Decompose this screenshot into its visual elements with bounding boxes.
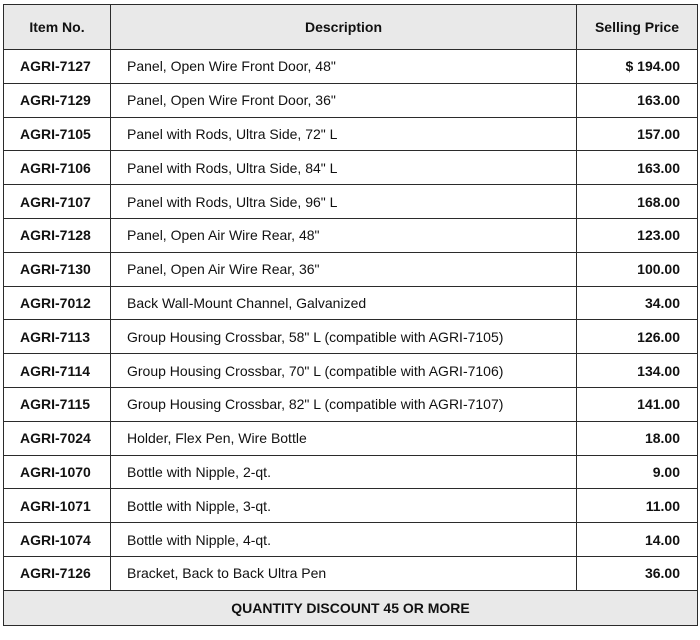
- description-cell: Group Housing Crossbar, 70" L (compatible with AGRI-7106): [111, 354, 577, 388]
- price-table: [3, 4, 698, 626]
- price-cell: 134.00: [577, 354, 698, 388]
- item-number-cell: AGRI-7129: [4, 83, 111, 117]
- table-row: [4, 286, 698, 320]
- table-row: [4, 354, 698, 388]
- description-cell: Bottle with Nipple, 2-qt.: [111, 455, 577, 489]
- item-number-cell: AGRI-7115: [4, 387, 111, 421]
- table-row: [4, 151, 698, 185]
- table-row: [4, 556, 698, 590]
- description-cell: Holder, Flex Pen, Wire Bottle: [111, 421, 577, 455]
- item-number-cell: AGRI-7012: [4, 286, 111, 320]
- header-item-no: Item No.: [4, 5, 111, 50]
- table-row: [4, 523, 698, 557]
- price-cell: 100.00: [577, 252, 698, 286]
- table-body: [4, 50, 698, 591]
- description-cell: Panel with Rods, Ultra Side, 84" L: [111, 151, 577, 185]
- table-row: [4, 320, 698, 354]
- quantity-discount-note: QUANTITY DISCOUNT 45 OR MORE: [4, 590, 698, 625]
- item-number-cell: AGRI-1074: [4, 523, 111, 557]
- price-list: [3, 4, 697, 626]
- item-number-cell: AGRI-7130: [4, 252, 111, 286]
- price-cell: 34.00: [577, 286, 698, 320]
- description-cell: Panel with Rods, Ultra Side, 72" L: [111, 117, 577, 151]
- description-cell: Panel, Open Air Wire Rear, 48": [111, 218, 577, 252]
- item-number-cell: AGRI-7114: [4, 354, 111, 388]
- description-cell: Panel with Rods, Ultra Side, 96" L: [111, 185, 577, 219]
- price-cell: 18.00: [577, 421, 698, 455]
- item-number-cell: AGRI-7128: [4, 218, 111, 252]
- description-cell: Group Housing Crossbar, 82" L (compatible with AGRI-7107): [111, 387, 577, 421]
- description-cell: Group Housing Crossbar, 58" L (compatible with AGRI-7105): [111, 320, 577, 354]
- price-cell: 168.00: [577, 185, 698, 219]
- price-cell: 157.00: [577, 117, 698, 151]
- price-cell: 123.00: [577, 218, 698, 252]
- price-cell: $ 194.00: [577, 50, 698, 84]
- item-number-cell: AGRI-7127: [4, 50, 111, 84]
- price-cell: 9.00: [577, 455, 698, 489]
- price-cell: 11.00: [577, 489, 698, 523]
- description-cell: Bottle with Nipple, 3-qt.: [111, 489, 577, 523]
- price-cell: 14.00: [577, 523, 698, 557]
- item-number-cell: AGRI-7106: [4, 151, 111, 185]
- table-row: [4, 455, 698, 489]
- price-cell: 36.00: [577, 556, 698, 590]
- footer-row: [4, 590, 698, 625]
- item-number-cell: AGRI-7113: [4, 320, 111, 354]
- item-number-cell: AGRI-7024: [4, 421, 111, 455]
- table-row: [4, 421, 698, 455]
- item-number-cell: AGRI-1071: [4, 489, 111, 523]
- table-row: [4, 387, 698, 421]
- header-row: [4, 5, 698, 50]
- table-row: [4, 83, 698, 117]
- header-description: Description: [111, 5, 577, 50]
- description-cell: Panel, Open Air Wire Rear, 36": [111, 252, 577, 286]
- item-number-cell: AGRI-7107: [4, 185, 111, 219]
- description-cell: Panel, Open Wire Front Door, 36": [111, 83, 577, 117]
- price-cell: 163.00: [577, 151, 698, 185]
- table-row: [4, 117, 698, 151]
- table-row: [4, 252, 698, 286]
- item-number-cell: AGRI-7105: [4, 117, 111, 151]
- table-row: [4, 218, 698, 252]
- table-row: [4, 185, 698, 219]
- header-selling-price: Selling Price: [577, 5, 698, 50]
- description-cell: Back Wall-Mount Channel, Galvanized: [111, 286, 577, 320]
- description-cell: Panel, Open Wire Front Door, 48": [111, 50, 577, 84]
- table-row: [4, 50, 698, 84]
- item-number-cell: AGRI-1070: [4, 455, 111, 489]
- description-cell: Bracket, Back to Back Ultra Pen: [111, 556, 577, 590]
- item-number-cell: AGRI-7126: [4, 556, 111, 590]
- price-cell: 163.00: [577, 83, 698, 117]
- price-cell: 126.00: [577, 320, 698, 354]
- description-cell: Bottle with Nipple, 4-qt.: [111, 523, 577, 557]
- price-cell: 141.00: [577, 387, 698, 421]
- table-row: [4, 489, 698, 523]
